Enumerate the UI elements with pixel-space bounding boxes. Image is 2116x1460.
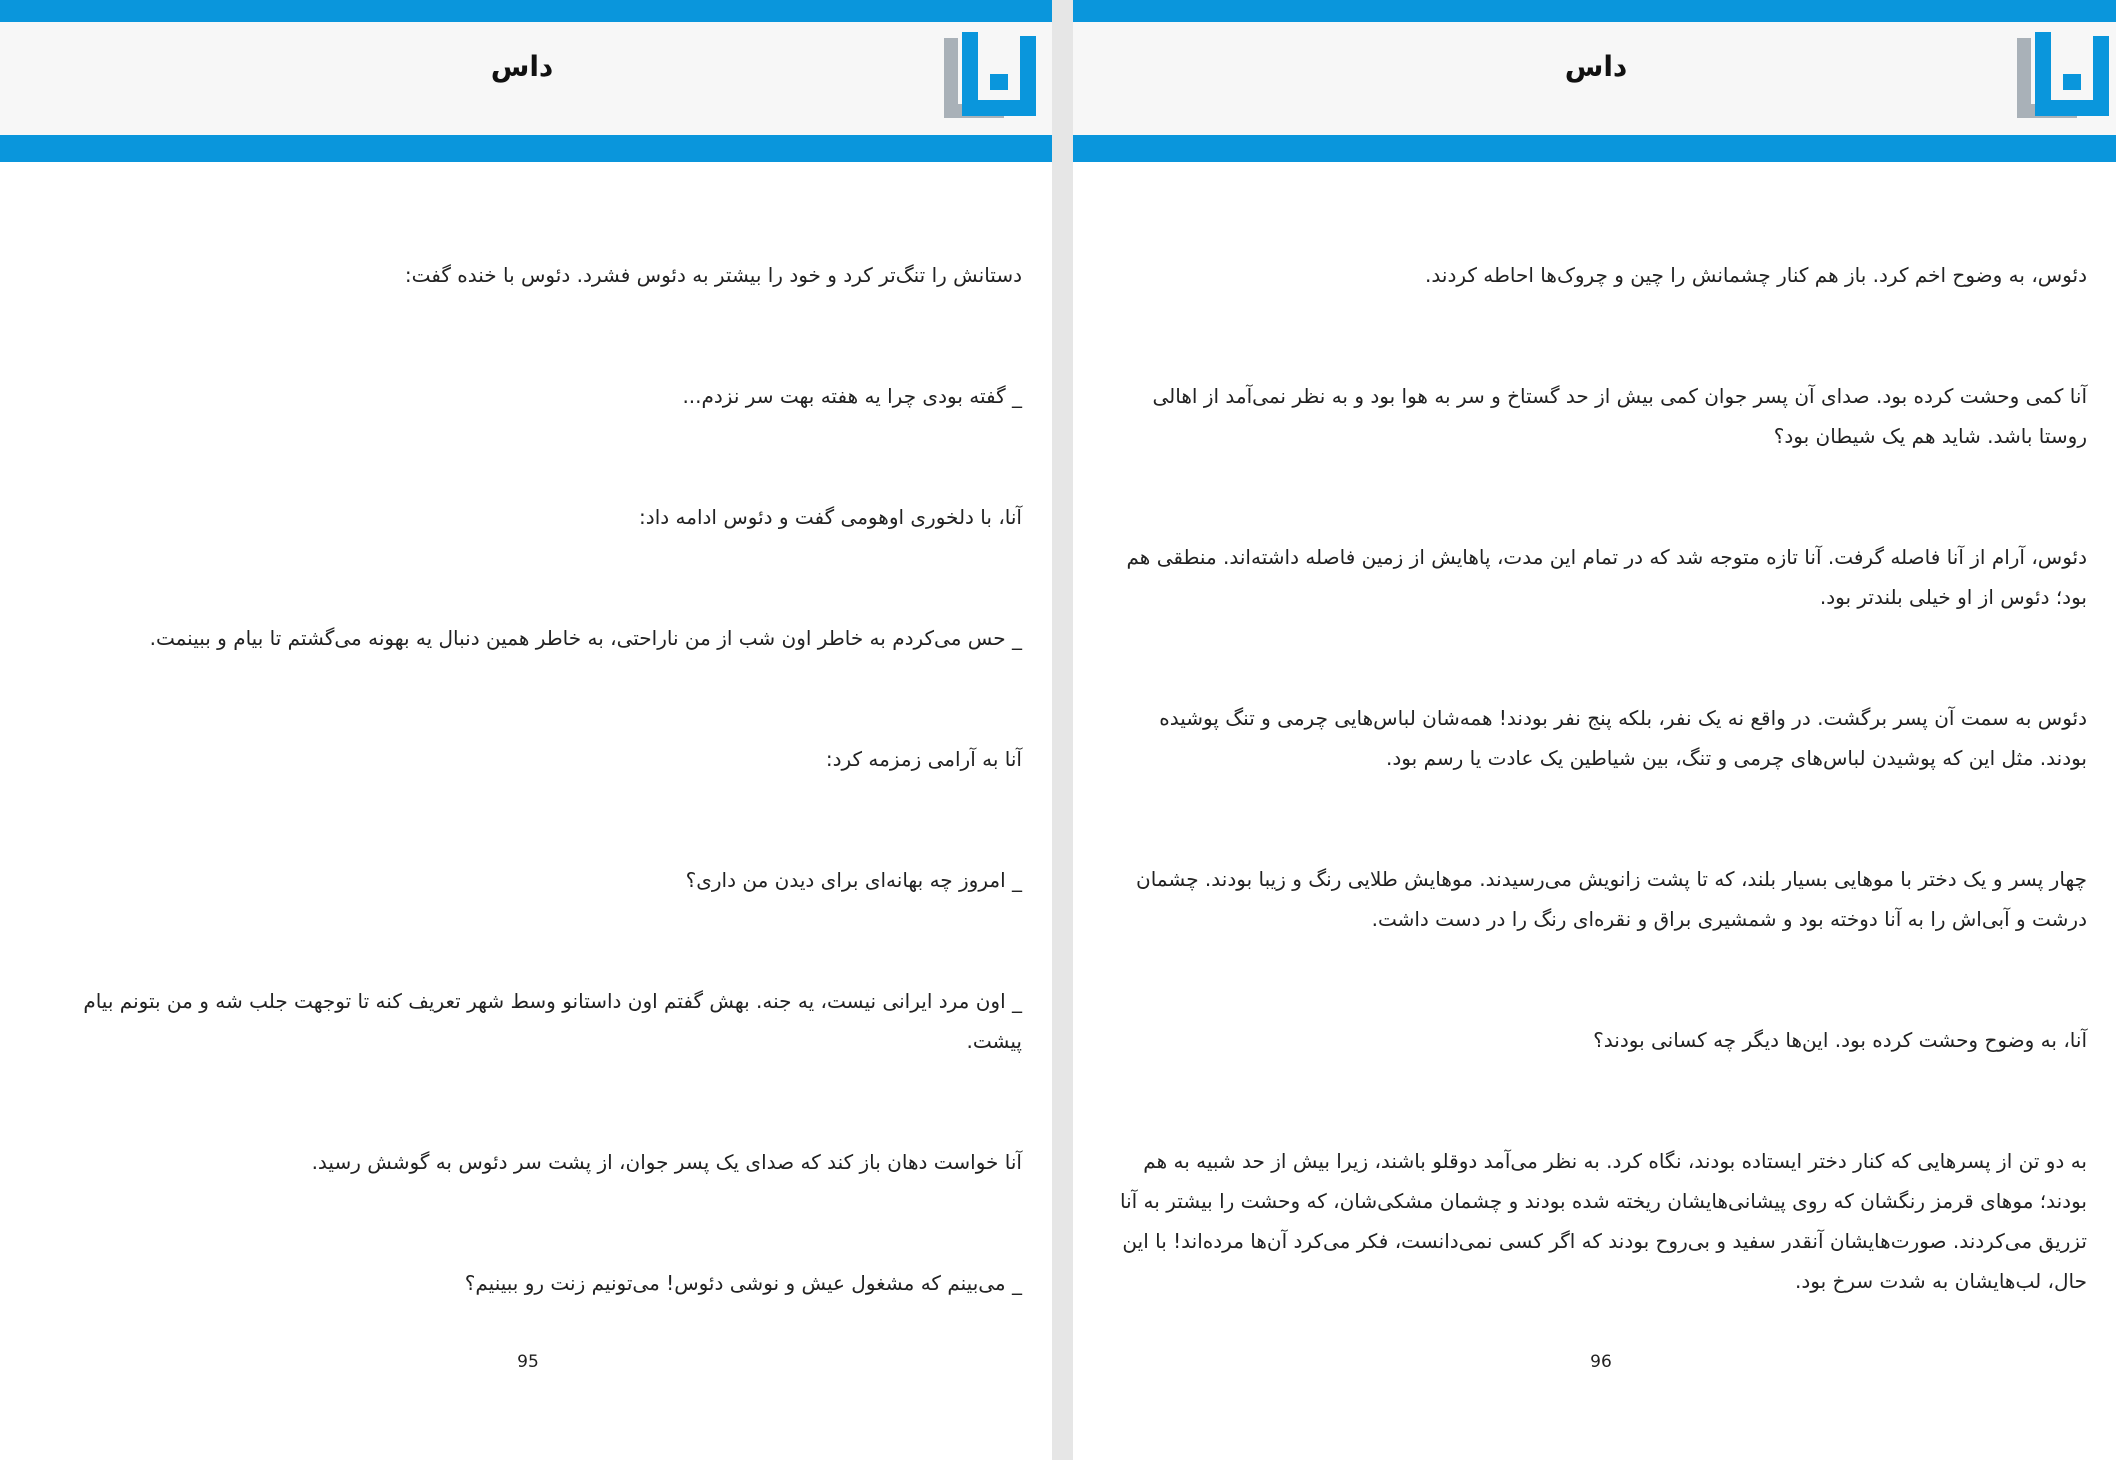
page-title: داس <box>1564 50 1628 83</box>
publisher-logo-icon <box>2017 32 2109 122</box>
paragraph: _ می‌بینم که مشغول عیش و نوشی دئوس! می‌تونیم زنت رو ببینیم؟ <box>464 1271 1022 1295</box>
paragraph: دستانش را تنگ‌تر کرد و خود را بیشتر به دئوس فشرد. دئوس با خنده گفت: <box>404 263 1022 287</box>
paragraph: چهار پسر و یک دختر با موهایی بسیار بلند، که تا پشت زانویش می‌رسیدند. موهایش طلایی رنگ و زیبا بودند. چشمان درشت و آبی‌اش را به آنا دوخته بود و شمشیری براق و نقره‌ای رنگ را در دست داشت. <box>1136 867 2087 931</box>
paragraph: به دو تن از پسرهایی که کنار دختر ایستاده بودند، نگاه کرد. به نظر می‌آمد دوقلو باشند، زیرا بیش از حد شبیه به هم بودند؛ موهای قرمز رنگشان که روی پیشانی‌هایشان ریخته شده بودند و چشمان مشکی‌شان، که وحشت را بیشتر به آنا تزریق می‌کردند. صورت‌هایشان آنقدر سفید و بی‌روح بودند که اگر کسی نمی‌دانست، فکر می‌کرد آن‌ها مرده‌اند! با این حال، لب‌هایشان به شدت سرخ بود. <box>1119 1149 2087 1293</box>
paragraph: دئوس، آرام از آنا فاصله گرفت. آنا تازه متوجه شد که در تمام این مدت، پاهایش از زمین فاصله داشته‌اند. منطقی هم بود؛ دئوس از او خیلی بلندتر بود. <box>1126 545 2087 609</box>
header-top-bar <box>1073 0 2116 22</box>
paragraph: دئوس، به وضوح اخم کرد. باز هم کنار چشمانش را چین و چروک‌ها احاطه کردند. <box>1425 263 2087 287</box>
paragraph: _ اون مرد ایرانی نیست، یه جنه. بهش گفتم اون داستانو وسط شهر تعریف کنه تا توجهت جلب شه و من بتونم بیام پیشت. <box>83 989 1022 1053</box>
paragraph: _ حس می‌کردم به خاطر اون شب از من ناراحتی، به خاطر همین دنبال یه بهونه می‌گشتم تا بیام و ببینمت. <box>149 626 1022 650</box>
page-title: داس <box>490 50 554 83</box>
header-bottom-bar <box>1073 135 2116 162</box>
publisher-logo-icon <box>944 32 1036 122</box>
header-bottom-bar <box>0 135 1052 162</box>
header-top-bar <box>0 0 1052 22</box>
book-page-right <box>1073 0 2116 1460</box>
page-number: 96 <box>1590 1352 1612 1372</box>
paragraph: _ امروز چه بهانه‌ای برای دیدن من داری؟ <box>685 868 1022 892</box>
paragraph: آنا کمی وحشت کرده بود. صدای آن پسر جوان کمی بیش از حد گستاخ و سر به هوا بود و به نظر نمی‌آمد از اهالی روستا باشد. شاید هم یک شیطان بود؟ <box>1152 384 2087 448</box>
paragraph: آنا به آرامی زمزمه کرد: <box>825 747 1022 771</box>
page-body <box>1109 255 2087 1382</box>
book-page-left <box>0 0 1052 1460</box>
paragraph: آنا خواست دهان باز کند که صدای یک پسر جوان، از پشت سر دئوس به گوشش رسید. <box>311 1150 1022 1174</box>
page-body <box>38 255 1022 1384</box>
paragraph: _ گفته بودی چرا یه هفته بهت سر نزدم... <box>682 384 1022 408</box>
page-number: 95 <box>517 1352 539 1372</box>
paragraph: دئوس به سمت آن پسر برگشت. در واقع نه یک نفر، بلکه پنج نفر بودند! همه‌شان لباس‌هایی چرمی و تنگ پوشیده بودند. مثل این که پوشیدن لباس‌های چرمی و تنگ، بین شیاطین یک عادت یا رسم بود. <box>1159 706 2087 770</box>
paragraph: آنا، با دلخوری اوهومی گفت و دئوس ادامه داد: <box>639 505 1022 529</box>
paragraph: آنا، به وضوح وحشت کرده بود. این‌ها دیگر چه کسانی بودند؟ <box>1593 1028 2087 1052</box>
